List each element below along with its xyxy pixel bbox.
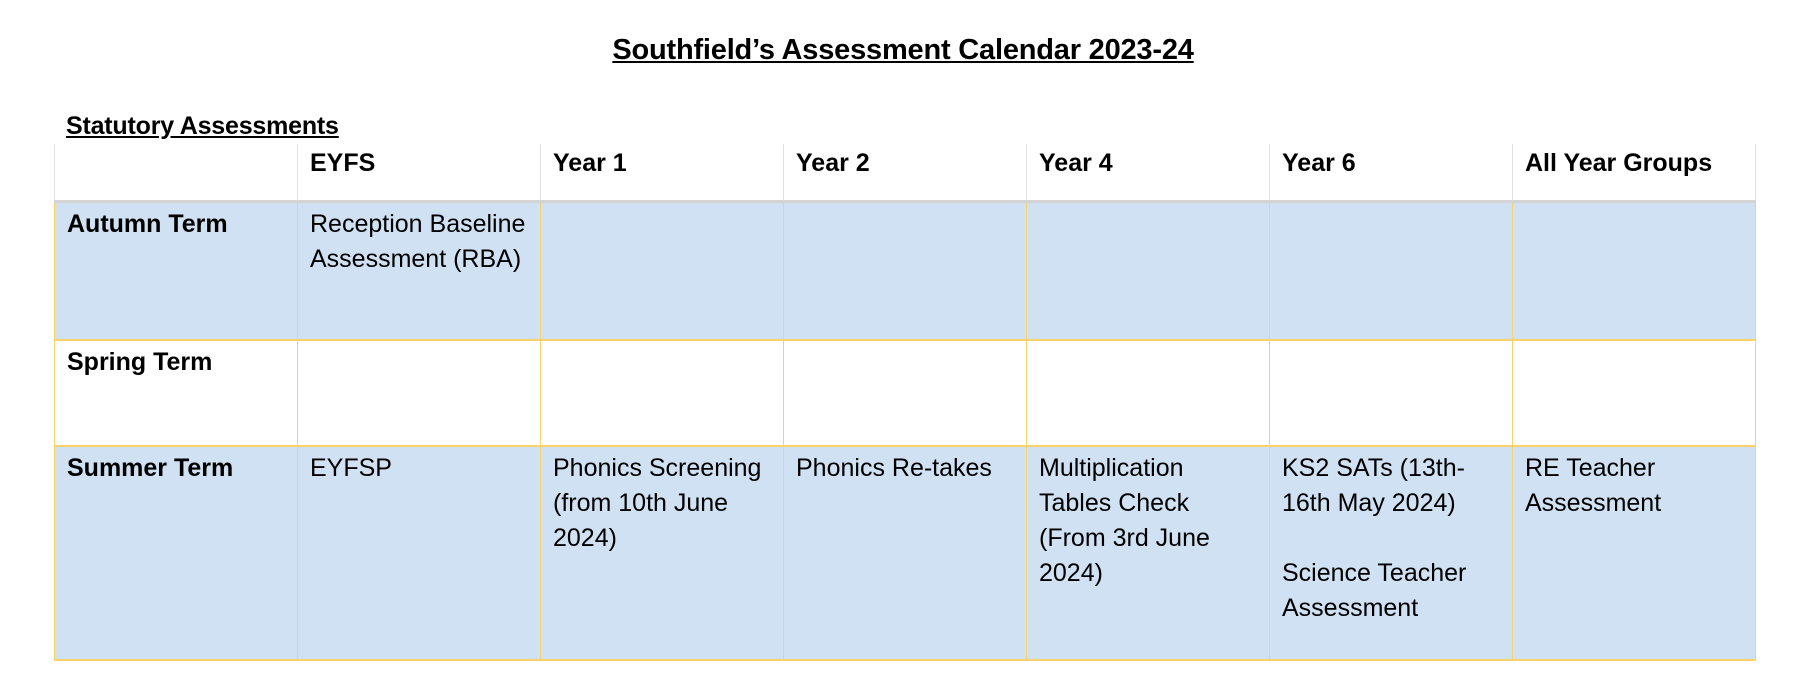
year-6-ks2-sats-entry: KS2 SATs (13th-16th May 2024) xyxy=(1282,454,1465,517)
cell-summer-year-2: Phonics Re-takes xyxy=(784,446,1027,660)
column-header-term xyxy=(55,144,298,202)
cell-summer-eyfs: EYFSP xyxy=(298,446,541,660)
row-label-autumn-term: Autumn Term xyxy=(55,202,298,341)
column-header-eyfs: EYFS xyxy=(298,144,541,202)
cell-summer-year-6 xyxy=(1270,446,1513,660)
row-label-spring-term: Spring Term xyxy=(55,340,298,446)
table-row-spring-term xyxy=(55,340,1756,446)
cell-autumn-year-4 xyxy=(1027,202,1270,341)
table-row-summer-term xyxy=(55,446,1756,660)
cell-summer-year-4: Multiplication Tables Check (From 3rd June 2024) xyxy=(1027,446,1270,660)
cell-autumn-year-2 xyxy=(784,202,1027,341)
column-header-year-4: Year 4 xyxy=(1027,144,1270,202)
page-title: Southfield’s Assessment Calendar 2023-24 xyxy=(612,34,1194,66)
cell-autumn-eyfs: Reception Baseline Assessment (RBA) xyxy=(298,202,541,341)
row-label-summer-term: Summer Term xyxy=(55,446,298,660)
cell-autumn-all-year-groups xyxy=(1513,202,1756,341)
section-heading-statutory: Statutory Assessments xyxy=(66,112,339,140)
cell-spring-year-4 xyxy=(1027,340,1270,446)
column-header-year-1: Year 1 xyxy=(541,144,784,202)
column-header-all-year-groups: All Year Groups xyxy=(1513,144,1756,202)
cell-spring-year-2 xyxy=(784,340,1027,446)
cell-summer-all-year-groups: RE Teacher Assessment xyxy=(1513,446,1756,660)
cell-spacer xyxy=(1282,521,1500,556)
assessment-calendar-table xyxy=(54,144,1756,661)
cell-spring-all-year-groups xyxy=(1513,340,1756,446)
column-header-year-6: Year 6 xyxy=(1270,144,1513,202)
cell-autumn-year-1 xyxy=(541,202,784,341)
cell-spring-year-6 xyxy=(1270,340,1513,446)
cell-autumn-year-6 xyxy=(1270,202,1513,341)
year-6-science-teacher-assessment: Science Teacher Assessment xyxy=(1282,559,1467,622)
cell-summer-year-1: Phonics Screening (from 10th June 2024) xyxy=(541,446,784,660)
table-row-autumn-term xyxy=(55,202,1756,341)
cell-spring-year-1 xyxy=(541,340,784,446)
cell-spring-eyfs xyxy=(298,340,541,446)
table-header-row xyxy=(55,144,1756,202)
column-header-year-2: Year 2 xyxy=(784,144,1027,202)
